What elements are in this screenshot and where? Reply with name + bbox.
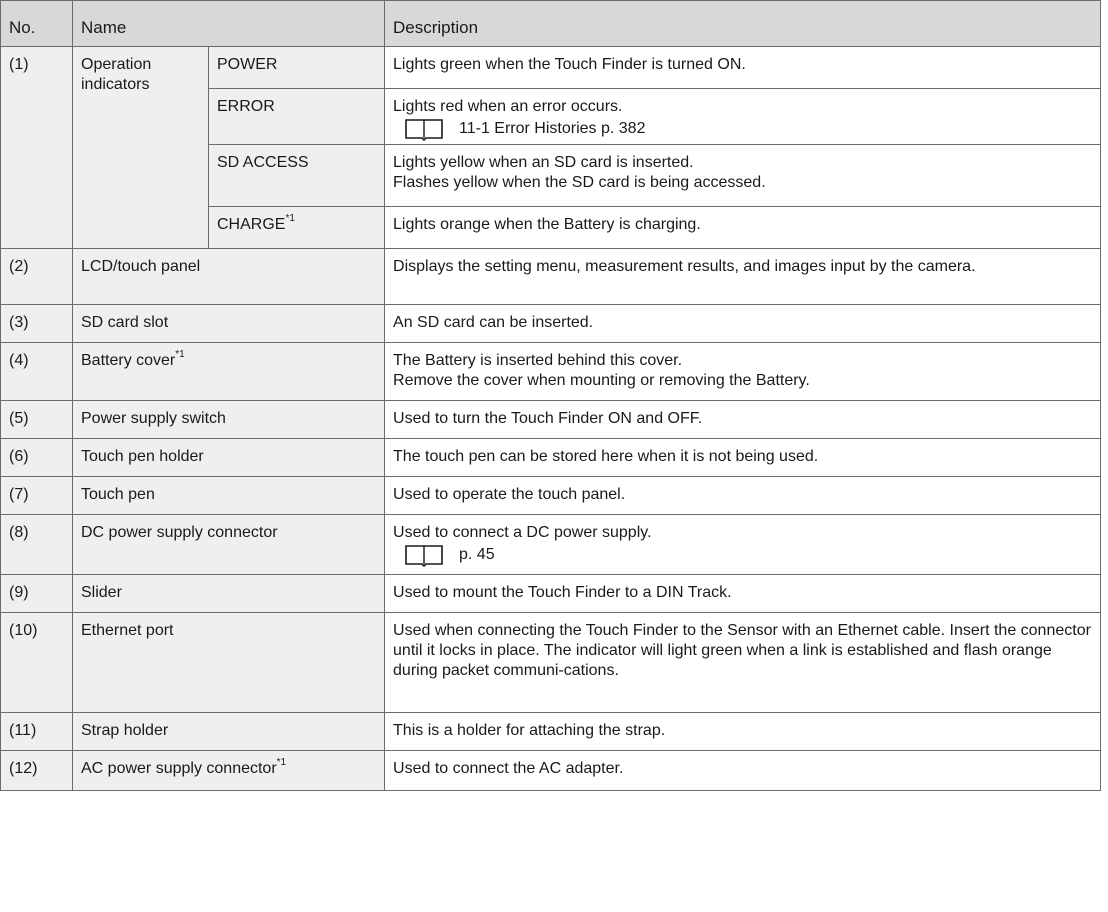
part-description [385, 89, 1101, 145]
part-name: SD card slot [73, 305, 385, 343]
part-description [385, 145, 1101, 207]
indicator-name: SD ACCESS [209, 145, 385, 207]
part-description [385, 343, 1101, 401]
table-header-row [1, 1, 1101, 47]
part-name: Touch pen [73, 477, 385, 515]
part-name: Strap holder [73, 713, 385, 751]
part-description: Used to connect the AC adapter. [385, 751, 1101, 791]
table-row [1, 249, 1101, 305]
header-description: Description [385, 1, 1101, 47]
part-name: DC power supply connector [73, 515, 385, 575]
row-number: (11) [1, 713, 73, 751]
manual-reference-icon [405, 119, 443, 139]
part-name: Ethernet port [73, 613, 385, 713]
part-label: Battery cover [81, 352, 176, 369]
header-name: Name [73, 1, 385, 47]
table-row [1, 343, 1101, 401]
description-line: The Battery is inserted behind this cover. [393, 352, 683, 369]
part-description: Used to turn the Touch Finder ON and OFF. [385, 401, 1101, 439]
indicator-name: ERROR [209, 89, 385, 145]
manual-reference-icon [405, 545, 443, 565]
table-row [1, 477, 1101, 515]
part-description: Lights green when the Touch Finder is turned ON. [385, 47, 1101, 89]
description-line: Flashes yellow when the SD card is being accessed. [393, 174, 766, 191]
part-name: Operation indicators [73, 47, 209, 249]
table-row [1, 439, 1101, 477]
row-number: (12) [1, 751, 73, 791]
footnote-mark: *1 [276, 756, 287, 768]
part-description: Displays the setting menu, measurement results, and images input by the camera. [385, 249, 1101, 305]
part-description: Used when connecting the Touch Finder to the Sensor with an Ethernet cable. Insert the connector until it locks in place. The indicator will light green when a link is established and flash orange during packet communi-cations. [385, 613, 1101, 713]
description-line: Remove the cover when mounting or removing the Battery. [393, 372, 810, 389]
part-name: Power supply switch [73, 401, 385, 439]
part-name: LCD/touch panel [73, 249, 385, 305]
row-number: (10) [1, 613, 73, 713]
part-description: Lights orange when the Battery is charging. [385, 207, 1101, 249]
part-name [73, 343, 385, 401]
part-description: Used to operate the touch panel. [385, 477, 1101, 515]
table-row [1, 401, 1101, 439]
part-description: This is a holder for attaching the strap. [385, 713, 1101, 751]
indicator-name: POWER [209, 47, 385, 89]
table-row [1, 575, 1101, 613]
table-row [1, 305, 1101, 343]
table-row [1, 47, 1101, 89]
row-number: (8) [1, 515, 73, 575]
row-number: (3) [1, 305, 73, 343]
header-no: No. [1, 1, 73, 47]
description-line: Lights yellow when an SD card is inserted. [393, 154, 694, 171]
footnote-mark: *1 [285, 212, 295, 224]
indicator-label: CHARGE [217, 216, 286, 233]
reference-text: 11-1 Error Histories p. 382 [459, 120, 646, 137]
part-description: Used to mount the Touch Finder to a DIN Track. [385, 575, 1101, 613]
part-name [73, 751, 385, 791]
indicator-name [209, 207, 385, 249]
part-description [385, 515, 1101, 575]
table-row [1, 613, 1101, 713]
table-row [1, 713, 1101, 751]
part-label: AC power supply connector [81, 760, 277, 777]
part-name: Touch pen holder [73, 439, 385, 477]
table-row [1, 515, 1101, 575]
row-number: (2) [1, 249, 73, 305]
reference-text: p. 45 [459, 546, 495, 563]
row-number: (1) [1, 47, 73, 249]
part-description: An SD card can be inserted. [385, 305, 1101, 343]
part-name: Slider [73, 575, 385, 613]
footnote-mark: *1 [175, 348, 185, 360]
row-number: (9) [1, 575, 73, 613]
row-number: (7) [1, 477, 73, 515]
description-text: Lights red when an error occurs. [393, 98, 623, 115]
cross-reference[interactable] [405, 119, 1092, 139]
description-text: Used to connect a DC power supply. [393, 524, 652, 541]
row-number: (4) [1, 343, 73, 401]
table-row [1, 751, 1101, 791]
row-number: (5) [1, 401, 73, 439]
part-description: The touch pen can be stored here when it is not being used. [385, 439, 1101, 477]
cross-reference[interactable] [405, 545, 1092, 565]
row-number: (6) [1, 439, 73, 477]
